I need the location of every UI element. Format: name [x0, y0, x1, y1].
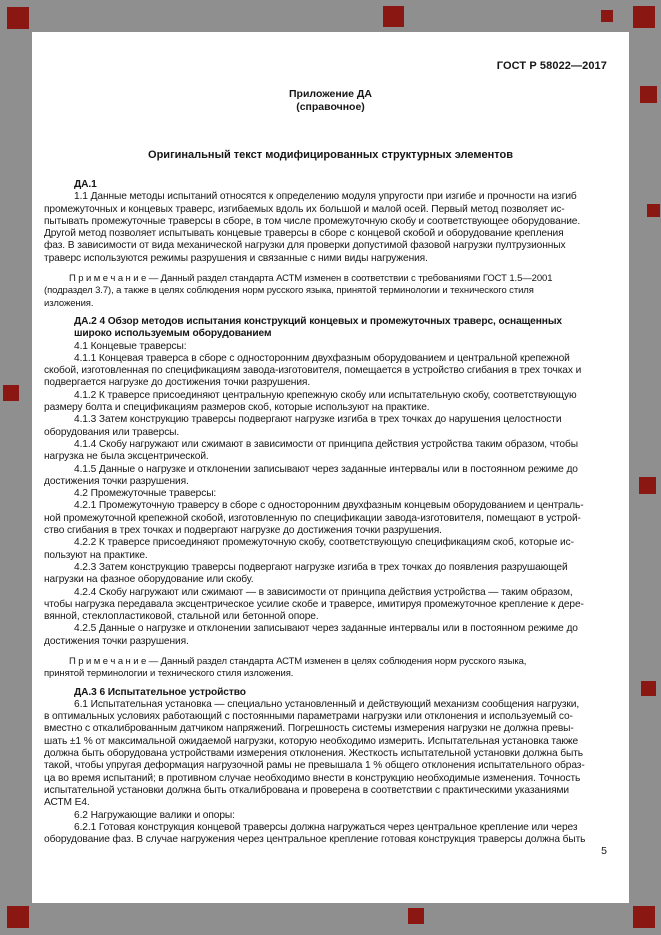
paragraph-line: размеру болта и спецификациям размеров скоб, которые используют на практике.: [44, 402, 430, 414]
paragraph-line: ДА.2 4 Обзор методов испытания конструкций концевых и промежуточных траверс, оснащенных: [74, 315, 562, 327]
annex-label: Приложение ДА: [289, 88, 372, 100]
paragraph-block: [44, 822, 607, 847]
paragraph-line: Другой метод позволяет испытывать концевые траверсы в сборе с концевой скобой и оборудование крепления: [44, 228, 564, 240]
paragraph-line: 4.1.5 Данные о нагрузке и отклонении записывают через заданные интервалы или в постоянном режиме до: [74, 463, 578, 475]
paragraph-line: 4.1.2 К траверсе присоединяют центральную крепежную скобу или испытательную скобу, соответствующую: [74, 389, 577, 401]
paragraph-line: вянной, стеклопластиковой, стальной или бетонной опоре.: [44, 611, 319, 623]
paragraph-line: фаз. В зависимости от вида механической нагрузки для проверки допустимой фазовой нагрузки пултрузионных: [44, 240, 566, 252]
note-block: [44, 656, 607, 681]
paragraph-line: 4.1 Концевые траверсы:: [74, 340, 187, 352]
registration-mark: [408, 908, 424, 924]
paragraph-line: П р и м е ч а н и е — Данный раздел стандарта АСТМ изменен в целях соблюдения норм русского языка,: [69, 655, 527, 667]
paragraph-line: нагрузки на фазное оборудование или скобу.: [44, 574, 254, 586]
paragraph-block: [44, 341, 607, 353]
paragraph-block: [44, 587, 607, 624]
registration-mark: [7, 906, 29, 928]
registration-mark: [633, 6, 655, 28]
paragraph-line: П р и м е ч а н и е — Данный раздел стандарта АСТМ изменен в соответствии с требованиями ГОСТ 1.5—2001: [69, 273, 553, 285]
paragraph-line: достижения точки разрушения.: [44, 635, 189, 647]
paragraph-block: [44, 488, 607, 500]
paragraph-block: [44, 562, 607, 587]
paragraph-line: широко используемым оборудованием: [74, 328, 272, 340]
paragraph-line: достижения точки разрушения.: [44, 475, 189, 487]
paragraph-line: 4.1.4 Скобу нагружают или сжимают в зависимости от принципа действия устройства таким образом, чтобы: [74, 438, 578, 450]
paragraph-line: в оптимальных условиях работающий с постоянными параметрами нагрузки или отклонения и используемый со-: [44, 711, 573, 723]
paragraph-line: ной промежуточной крепежной скобой, изготовленную по спецификации завода-изготовителя, помещают в устрой-: [44, 512, 581, 524]
paragraph-line: 4.2.2 К траверсе присоединяют промежуточную скобу, соответствующую спецификациям скоб, которые ис-: [74, 537, 574, 549]
page-number: 5: [601, 845, 607, 857]
paragraph-line: 6.1 Испытательная установка — специально установленный и действующий механизм сообщения нагрузки,: [74, 698, 580, 710]
paragraph-line: ДА.3 6 Испытательное устройство: [74, 686, 246, 698]
paragraph-block: [44, 390, 607, 415]
paragraph-line: траверс используются режимы разрушения и связанные с ними виды нагружения.: [44, 252, 428, 264]
paragraph-line: такой, чтобы упругая деформация нагрузочной рамы не превышала 1 % общего отклонения испытательного образ-: [44, 760, 585, 772]
paragraph-block: [44, 500, 607, 537]
paragraph-line: 1.1 Данные методы испытаний относятся к определению модуля упругости при изгибе и прочности на изгиб: [74, 191, 577, 203]
paragraph-line: АСТМ Е4.: [44, 797, 90, 809]
paragraph-line: 4.2.5 Данные о нагрузке и отклонении записывают через заданные интервалы или в постоянном режиме до: [74, 623, 578, 635]
paragraph-line: ство сгибания в трех точках и подвергают нагрузке до достижения точки разрушения.: [44, 525, 442, 537]
registration-mark: [647, 204, 660, 217]
paragraph-line: ца во время испытаний; в противном случае необходимо внести в конструкцию необходимые изменения. Точность: [44, 772, 581, 784]
paragraph-block: [44, 439, 607, 464]
paragraph-line: нагрузка не была эксцентрической.: [44, 451, 209, 463]
paragraph-block: [44, 191, 607, 265]
paragraph-line: испытательной установки должна быть откалибрована и проверена в соответствии с практическими указаниями: [44, 784, 570, 796]
paragraph-line: должна быть оборудована устройствами измерения отклонения. Жесткость испытательной установки должна быть: [44, 748, 583, 760]
registration-mark: [3, 385, 19, 401]
registration-mark: [641, 681, 656, 696]
paragraph-line: вместно с откалиброванным датчиком напряжений. Погрешность системы измерения нагрузки не должна превы-: [44, 723, 574, 735]
registration-mark: [7, 7, 29, 29]
annex-type: (справочное): [296, 101, 365, 113]
document-title: Оригинальный текст модифицированных структурных элементов: [148, 149, 513, 161]
paragraph-line: изложения.: [44, 297, 94, 309]
annex-header: [32, 88, 629, 114]
paragraph-line: чтобы нагрузка передавала эксцентрическое усилие скобе и траверсе, имитируя промежуточное крепление к дере-: [44, 598, 584, 610]
note-block: [44, 273, 607, 310]
paragraph-line: оборудование фаз. В случае нагружения через центральное крепление готовая конструкция траверсы должна быть: [44, 834, 586, 846]
paragraph-line: 6.2 Нагружающие валики и опоры:: [74, 809, 235, 821]
paragraph-line: пользуют на практике.: [44, 549, 148, 561]
document-page: [32, 32, 629, 903]
paragraph-line: 4.2 Промежуточные траверсы:: [74, 488, 217, 500]
paragraph-block: [44, 623, 607, 648]
registration-mark: [640, 86, 657, 103]
paragraph-line: 6.2.1 Готовая конструкция концевой траверсы должна нагружаться через центральное крепление или через: [74, 821, 578, 833]
paragraph-line: скобой, изготовленная по спецификациям завода-изготовителя, помещается в устройство сгибания в трех точках и: [44, 365, 582, 377]
paragraph-line: подвергается нагрузке до достижения точки разрушения.: [44, 377, 311, 389]
paragraph-line: ДА.1: [74, 179, 97, 190]
heading-block: [44, 687, 607, 699]
body-text: [44, 179, 607, 846]
paragraph-line: принятой терминологии и технического стиля изложения.: [44, 668, 294, 680]
paragraph-line: 4.1.1 Концевая траверса в сборе с односторонним двухфазным оборудованием и центральной крепежной: [74, 352, 570, 364]
paragraph-block: [44, 464, 607, 489]
paragraph-line: пытывать промежуточные траверсы в сборе, в том числе промежуточную скобу и соответствующее оборудование.: [44, 215, 581, 227]
heading-block: [44, 179, 607, 191]
paragraph-block: [44, 414, 607, 439]
registration-mark: [639, 477, 656, 494]
heading-block: [44, 316, 607, 341]
paragraph-line: 4.2.3 Затем конструкцию траверсы подвергают нагрузке изгиба в трех точках до появления разрушающей: [74, 561, 568, 573]
paragraph-block: [44, 810, 607, 822]
standard-designation: ГОСТ Р 58022—2017: [496, 60, 607, 72]
paragraph-line: 4.2.1 Промежуточную траверсу в сборе с односторонним двухфазным концевым оборудованием и централь-: [74, 500, 584, 512]
paragraph-line: оборудования или траверсы.: [44, 426, 180, 438]
paragraph-block: [44, 537, 607, 562]
registration-mark: [383, 6, 404, 27]
paragraph-line: (подраздел 3.7), а также в целях соблюдения норм русского языка, принятой терминологии и технического стиля: [44, 285, 534, 297]
registration-mark: [633, 906, 655, 928]
paragraph-line: шать ±1 % от максимальной ожидаемой нагрузки, которую необходимо измерить. Испытательная установка также: [44, 735, 579, 747]
paragraph-line: промежуточных и концевых траверс, изгибаемых вдоль их большой и малой осей. Первый метод позволяет ис-: [44, 203, 565, 215]
paragraph-line: 4.2.4 Скобу нагружают или сжимают — в зависимости от принципа действия устройства — таким образом,: [74, 586, 573, 598]
paragraph-block: [44, 353, 607, 390]
paragraph-block: [44, 699, 607, 810]
paragraph-line: 4.1.3 Затем конструкцию траверсы подвергают нагрузке изгиба в трех точках до нарушения целостности: [74, 414, 562, 426]
registration-mark: [601, 10, 613, 22]
